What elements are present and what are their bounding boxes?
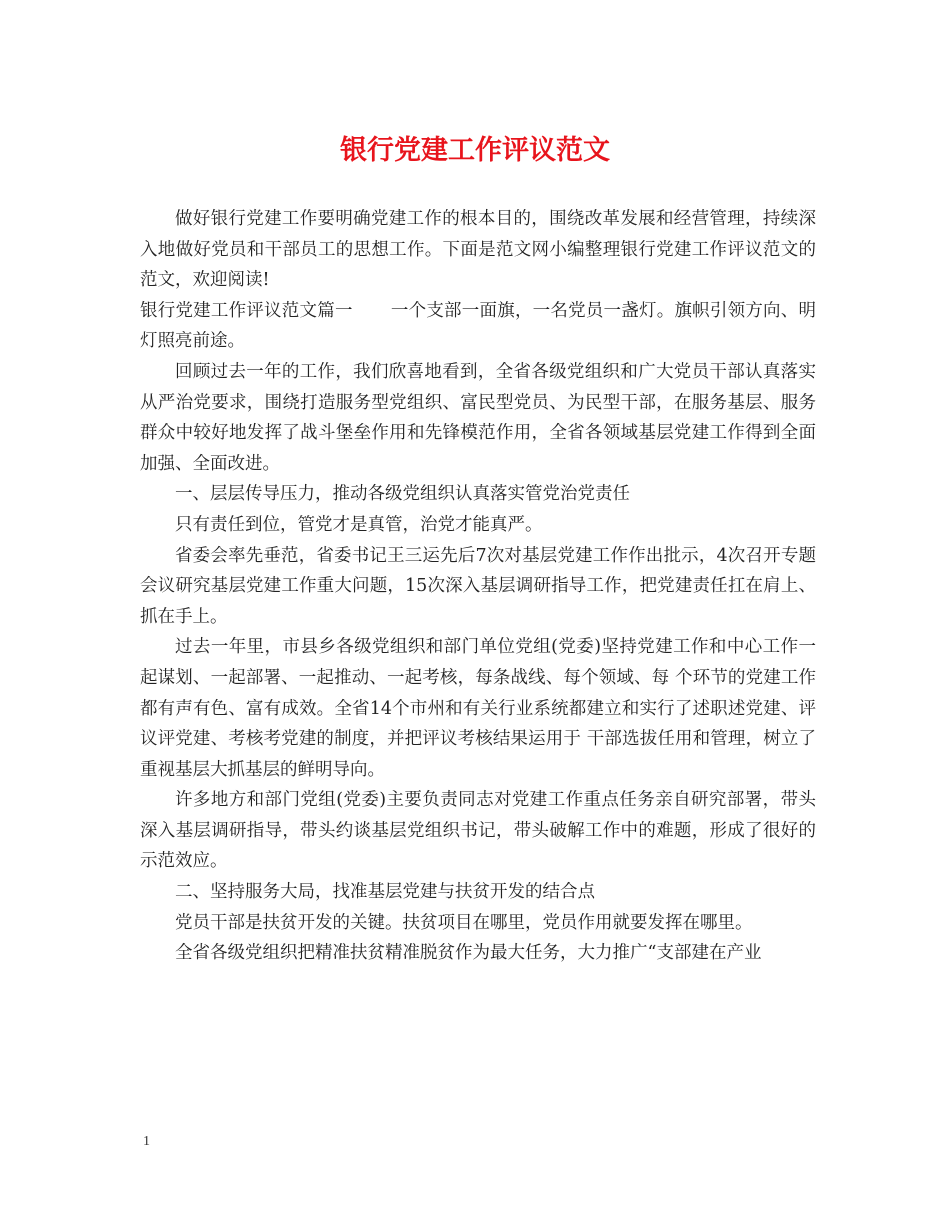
paragraph-review: 回顾过去一年的工作，我们欣喜地看到，全省各级党组织和广大党员干部认真落实从严治党要求，围绕打造服务型党组织、富民型党员、为民型干部，在服务基层、服务群众中较好地发挥了战斗堡垒作用和先锋模范作用，全省各领域基层党建工作得到全面加强、全面改进。	[140, 361, 816, 474]
paragraph-section-heading	[140, 296, 816, 357]
paragraph-poverty-task: 全省各级党组织把精准扶贫精准脱贫作为最大任务，大力推广“支部建在产业	[175, 943, 762, 964]
paragraph-heading-two: 二、坚持服务大局，找准基层党建与扶贫开发的结合点	[175, 882, 595, 903]
document-title: 银行党建工作评议范文	[340, 135, 610, 166]
paragraph-heading-one: 一、层层传导压力，推动各级党组织认真落实管党治党责任	[175, 484, 630, 505]
section-heading-text: 一个支部一面旗，一名党员一盏灯。旗帜引领方向、明灯照亮前途。	[140, 300, 817, 352]
paragraph-responsibility: 只有责任到位，管党才是真管，治党才能真严。	[175, 514, 543, 535]
paragraph-provincial-committee: 省委会率先垂范，省委书记王三运先后7次对基层党建工作作出批示，4次召开专题会议研究基层党建工作重大问题，15次深入基层调研指导工作，把党建责任扛在肩上、抓在手上。	[140, 545, 816, 627]
section-heading-label: 银行党建工作评议范文篇一	[140, 300, 353, 321]
paragraph-intro: 做好银行党建工作要明确党建工作的根本目的，围绕改革发展和经营管理，持续深入地做好党员和干部员工的思想工作。下面是范文网小编整理银行党建工作评议范文的范文，欢迎阅读!	[140, 209, 816, 291]
paragraph-poverty-key: 党员干部是扶贫开发的关键。扶贫项目在哪里，党员作用就要发挥在哪里。	[175, 912, 753, 933]
paragraph-past-year: 过去一年里，市县乡各级党组织和部门单位党组(党委)坚持党建工作和中心工作一起谋划、一起部署、一起推动、一起考核，每条战线、每个领域、每 个环节的党建工作都有声有色、富有成效。全省14个市州和有关行业系统都建立和实行了述职述党建、评议评党建、考核考党建的制度，并把评议考核结果运用于 干部选拔任用和管理，树立了重视基层大抓基层的鲜明导向。	[140, 637, 816, 780]
page-number: 1	[143, 1134, 150, 1149]
paragraph-leaders: 许多地方和部门党组(党委)主要负责同志对党建工作重点任务亲自研究部署，带头深入基层调研指导，带头约谈基层党组织书记，带头破解工作中的难题，形成了很好的示范效应。	[140, 790, 816, 872]
document-body	[140, 204, 816, 969]
